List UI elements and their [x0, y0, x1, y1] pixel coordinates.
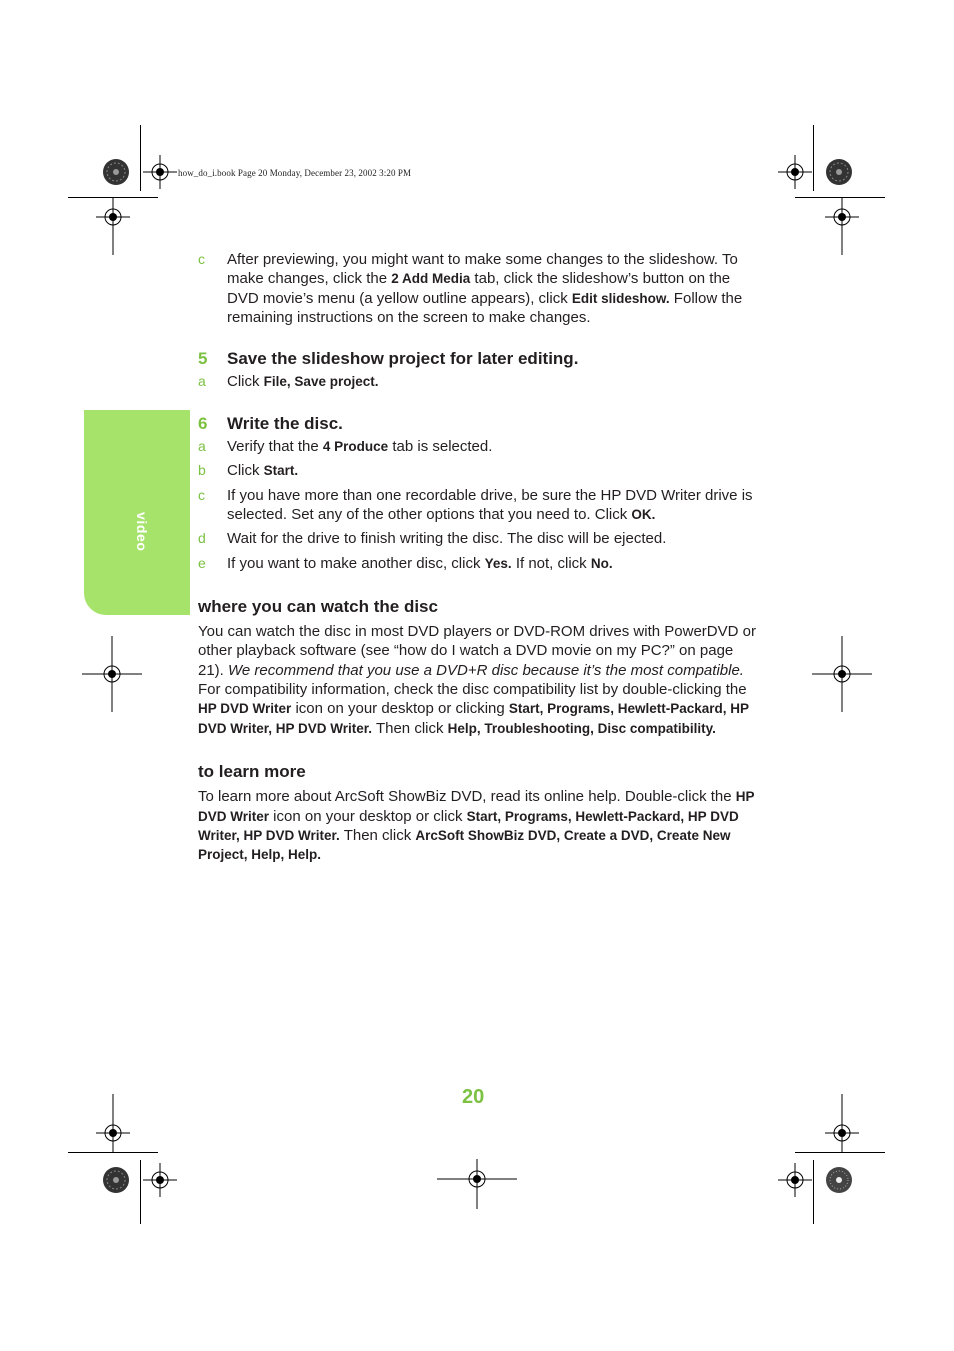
step-title: Save the slideshow project for later editing.: [227, 349, 579, 369]
step-5-heading: [198, 349, 758, 368]
learn-paragraph: To learn more about ArcSoft ShowBiz DVD, read its online help. Double-click the HP DVD Writer icon on your desktop or click Start, Programs, Hewlett-Packard, HP DVD Writer, HP DVD Writer. Then click ArcSoft ShowBiz DVD, Create a DVD, Create New Project, Help, Help.: [198, 788, 755, 863]
color-target-icon: [102, 158, 130, 186]
step-6d: d Wait for the drive to finish writing the disc. The disc will be ejected.: [198, 530, 667, 548]
step-number: 5: [198, 349, 208, 369]
ui-term: 2 Add Media: [391, 271, 471, 287]
registration-mark-icon: [778, 155, 812, 189]
step-6b: b Click Start.: [198, 462, 299, 480]
registration-mark-icon: [437, 1159, 517, 1209]
step-title: Write the disc.: [227, 413, 343, 433]
page-content: [198, 250, 758, 864]
step-6c: c If you have more than one recordable drive, be sure the HP DVD Writer drive is selected. Set any of the other options that you need to. Click OK.: [198, 486, 753, 523]
ui-term: Edit slideshow.: [571, 290, 670, 306]
color-target-icon: [825, 158, 853, 186]
registration-mark-icon: [96, 1094, 130, 1152]
step-6-heading: [198, 414, 758, 433]
registration-mark-icon: [812, 636, 872, 712]
registration-mark-icon: [96, 197, 130, 255]
registration-mark-icon: [825, 197, 859, 255]
step-6e: e If you want to make another disc, click Yes. If not, click No.: [198, 554, 613, 572]
registration-mark-icon: [825, 1094, 859, 1152]
registration-mark-icon: [143, 1163, 177, 1197]
color-target-icon: [102, 1166, 130, 1194]
step-5a: a Click File, Save project.: [198, 373, 379, 391]
registration-mark-icon: [778, 1163, 812, 1197]
print-header-note: how_do_i.book Page 20 Monday, December 23, 2002 3:20 PM: [178, 168, 412, 178]
step-c-continued: c After previewing, you might want to make some changes to the slideshow. To make changes, click the 2 Add Media tab, click the slideshow’s button on the DVD movie’s menu (a yellow outline appears), click Edit slideshow. Follow the remaining instructions on the screen to make changes.: [198, 251, 743, 326]
registration-mark-icon: [143, 155, 177, 189]
color-target-icon: [825, 1166, 853, 1194]
page-number: 20: [462, 1086, 485, 1108]
step-letter: c: [198, 251, 205, 267]
step-6a: a Verify that the 4 Produce tab is selected.: [198, 438, 493, 456]
registration-mark-icon: [82, 636, 142, 712]
side-tab-label: video: [134, 512, 150, 552]
section-heading-learn: to learn more: [198, 761, 306, 781]
section-heading-watch: where you can watch the disc: [198, 596, 438, 616]
watch-paragraph: You can watch the disc in most DVD players or DVD-ROM drives with PowerDVD or other playback software (see “how do I watch a DVD movie on my PC?” on page 21). We recommend that you use a DVD+R disc because it’s the most compatible. For compatibility information, check the disc compatibility list by double-clicking the HP DVD Writer icon on your desktop or clicking Start, Programs, Hewlett-Packard, HP DVD Writer, HP DVD Writer. Then click Help, Troubleshooting, Disc compatibility.: [198, 623, 756, 737]
step-number: 6: [198, 413, 208, 433]
